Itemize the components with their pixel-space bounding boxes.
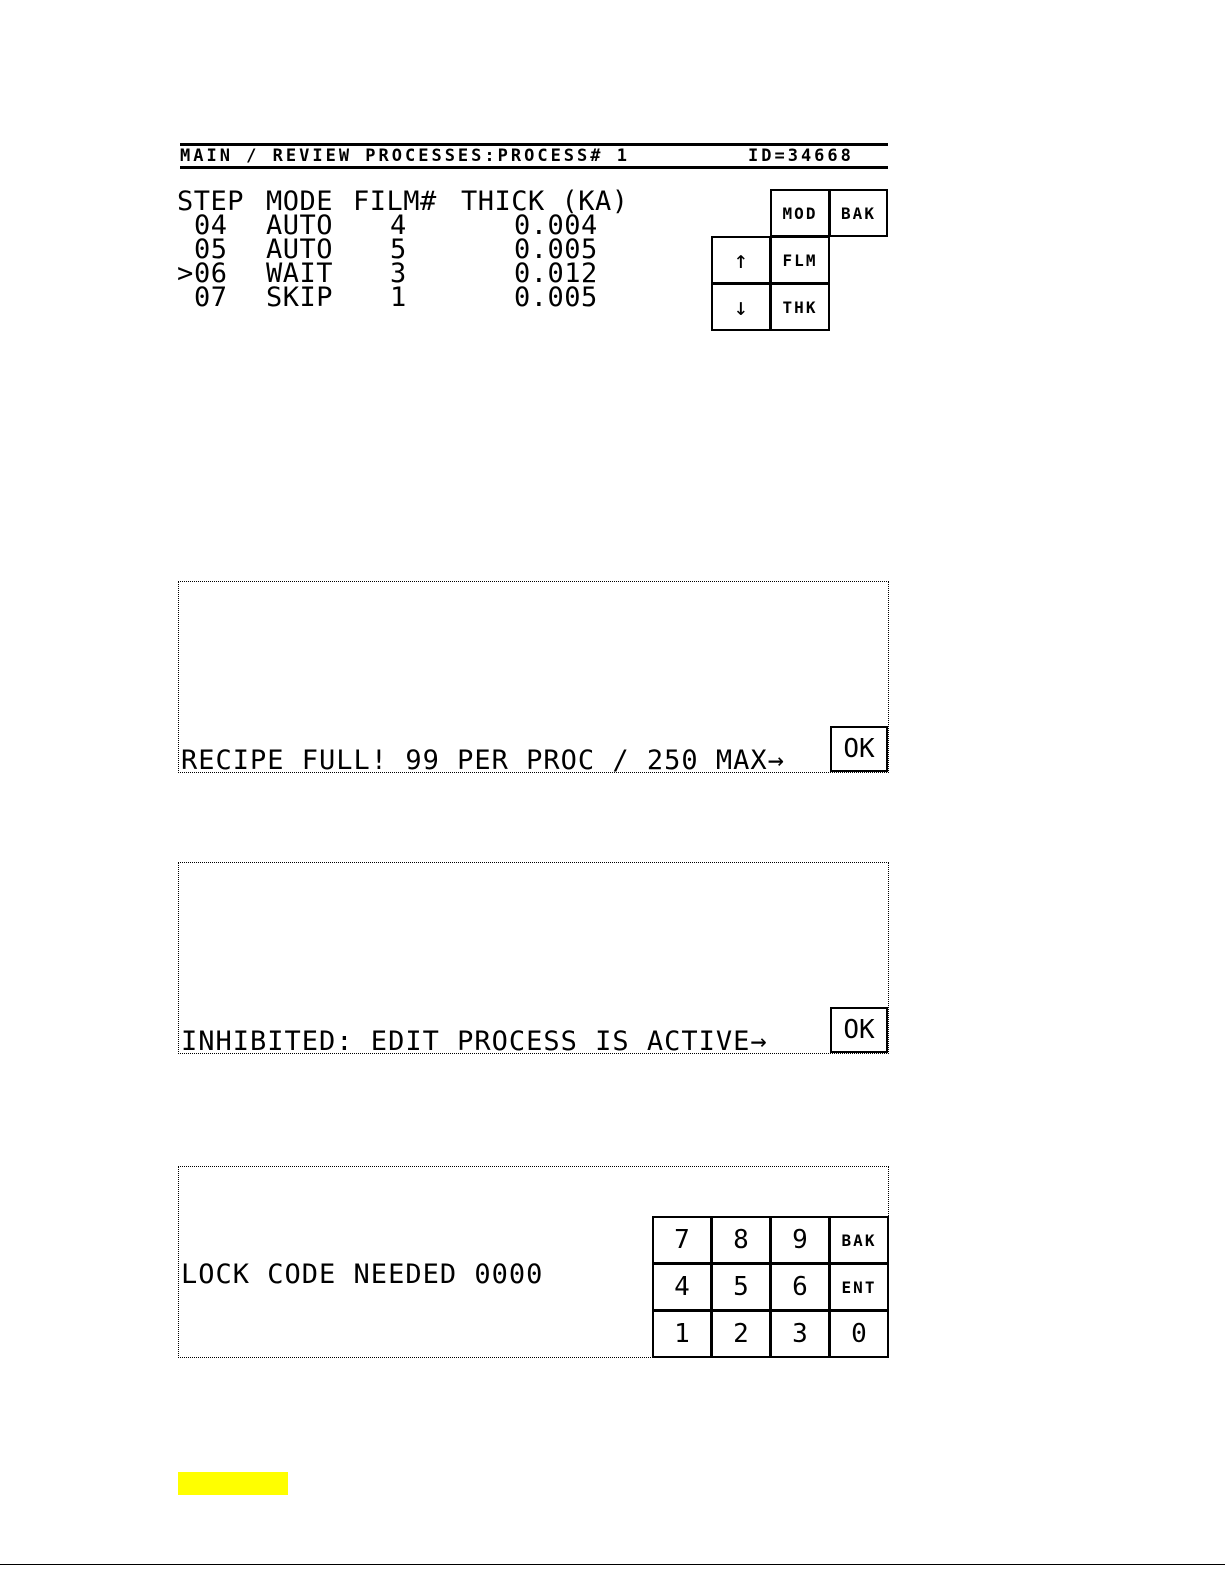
row-film: 1 bbox=[390, 282, 407, 313]
keypad-key-7[interactable]: 7 bbox=[652, 1216, 712, 1264]
row-thick: 0.005 bbox=[514, 282, 598, 313]
row-step: 06 bbox=[194, 258, 228, 289]
up-arrow-icon[interactable]: ↑ bbox=[711, 236, 771, 284]
dialog-message: INHIBITED: EDIT PROCESS IS ACTIVE→ bbox=[181, 1026, 768, 1057]
dialog-message: RECIPE FULL! 99 PER PROC / 250 MAX→ bbox=[181, 745, 785, 776]
title-bar bbox=[180, 143, 888, 169]
keypad-key-0[interactable]: 0 bbox=[829, 1310, 889, 1358]
recipe-full-dialog bbox=[178, 581, 889, 776]
back-button[interactable]: BAK bbox=[829, 189, 888, 237]
column-header-mode: MODE bbox=[266, 186, 334, 217]
yellow-highlight-mark bbox=[178, 1472, 288, 1495]
row-film: 3 bbox=[390, 258, 407, 289]
process-id: ID=34668 bbox=[748, 146, 854, 166]
row-mode: AUTO bbox=[266, 234, 334, 265]
row-mode: AUTO bbox=[266, 210, 334, 241]
row-thick: 0.012 bbox=[514, 258, 598, 289]
row-film: 5 bbox=[390, 234, 407, 265]
down-arrow-icon[interactable]: ↓ bbox=[711, 283, 771, 331]
keypad-key-8[interactable]: 8 bbox=[711, 1216, 771, 1264]
row-step: 07 bbox=[194, 282, 228, 313]
row-step: 05 bbox=[194, 234, 228, 265]
keypad-key-5[interactable]: 5 bbox=[711, 1263, 771, 1311]
column-header-film: FILM# bbox=[353, 186, 437, 217]
keypad-key-2[interactable]: 2 bbox=[711, 1310, 771, 1358]
keypad-enter-button[interactable]: ENT bbox=[829, 1263, 889, 1311]
film-button[interactable]: FLM bbox=[770, 236, 830, 284]
keypad-key-6[interactable]: 6 bbox=[770, 1263, 830, 1311]
keypad-key-9[interactable]: 9 bbox=[770, 1216, 830, 1264]
ok-button[interactable]: OK bbox=[830, 726, 888, 772]
mod-button[interactable]: MOD bbox=[770, 189, 830, 237]
row-mode: SKIP bbox=[266, 282, 334, 313]
keypad-key-3[interactable]: 3 bbox=[770, 1310, 830, 1358]
page-bottom-rule bbox=[0, 1564, 1225, 1565]
keypad-key-1[interactable]: 1 bbox=[652, 1310, 712, 1358]
row-cursor: > bbox=[177, 258, 194, 289]
lock-code-prompt: LOCK CODE NEEDED 0000 bbox=[181, 1259, 544, 1290]
row-step: 04 bbox=[194, 210, 228, 241]
column-header-thick: THICK (KA) bbox=[461, 186, 629, 217]
numeric-keypad bbox=[652, 1216, 889, 1358]
row-mode: WAIT bbox=[266, 258, 334, 289]
row-thick: 0.004 bbox=[514, 210, 598, 241]
keypad-key-4[interactable]: 4 bbox=[652, 1263, 712, 1311]
thickness-button[interactable]: THK bbox=[770, 283, 830, 331]
column-header-step: STEP bbox=[177, 186, 245, 217]
keypad-back-button[interactable]: BAK bbox=[829, 1216, 889, 1264]
row-thick: 0.005 bbox=[514, 234, 598, 265]
ok-button[interactable]: OK bbox=[830, 1007, 888, 1053]
breadcrumb-title: MAIN / REVIEW PROCESSES:PROCESS# 1 bbox=[180, 146, 630, 166]
inhibited-dialog bbox=[178, 862, 889, 1057]
row-film: 4 bbox=[390, 210, 407, 241]
